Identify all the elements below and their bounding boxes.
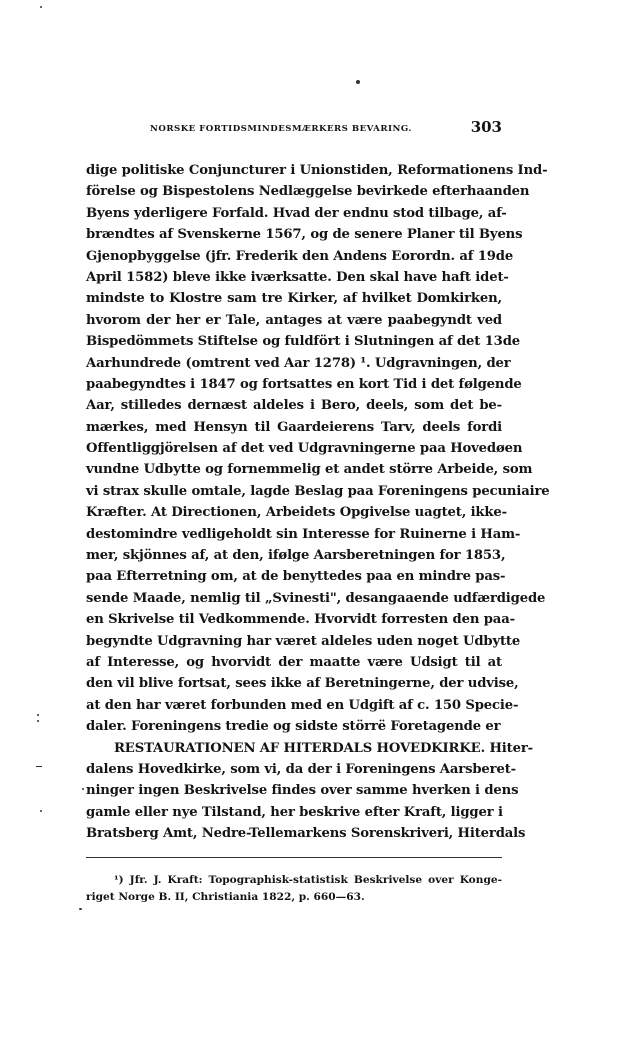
section-heading-line: RESTAURATIONEN AF HITERDALS HOVEDKIRKE. Hiter- — [114, 740, 533, 756]
page-number: 303 — [470, 118, 502, 136]
text-line: mindste to Klostre sam tre Kirker, af hvilket Domkirken, — [86, 291, 502, 307]
text-line: mærkes, med Hensyn til Gaardeierens Tarv, deels fordi — [86, 419, 502, 435]
text-line: Offentliggjörelsen af det ved Udgravningerne paa Hovedøen — [86, 441, 523, 457]
text-line: dige politiske Conjuncturer i Unionstiden, Reformationens Ind- — [86, 163, 548, 178]
text-line: sende Maade, nemlig til „Svinesti", desangaaende udfærdigede — [86, 590, 546, 606]
text-line: vundne Udbytte og fornemmelig et andet större Arbeide, som — [86, 462, 533, 478]
text-line: förelse og Bispestolens Nedlæggelse bevirkede efterhaanden — [86, 184, 530, 200]
ink-speck — [37, 714, 39, 716]
text-line: daler. Foreningens tredie og sidste störrë Foretagende er — [86, 719, 501, 735]
page-header — [86, 118, 502, 138]
footnote-line: riget Norge B. II, Christiania 1822, p. 660—63. — [86, 890, 365, 903]
text-line: April 1582) bleve ikke iværksatte. Den skal have haft idet- — [86, 269, 509, 285]
ink-speck — [36, 766, 42, 767]
footnote — [86, 872, 502, 905]
text-line: Aarhundrede (omtrent ved Aar 1278) ¹. Udgravningen, der — [86, 355, 511, 371]
running-title: NORSKE FORTIDSMINDESMÆRKERS BEVARING. — [150, 124, 412, 134]
text-line: gamle eller nye Tilstand, her beskrive efter Kraft, ligger i — [86, 804, 503, 820]
text-line: paabegyndtes i 1847 og fortsattes en kort Tid i det følgende — [86, 376, 522, 392]
ink-speck — [356, 80, 360, 84]
ink-speck — [40, 6, 42, 8]
footnote-line: ¹) Jfr. J. Kraft: Topographisk-statistisk Beskrivelse over Konge- — [114, 874, 502, 886]
text-line: Byens yderligere Forfald. Hvad der endnu stod tilbage, af- — [86, 205, 507, 221]
text-line: Bispedömmets Stiftelse og fuldfört i Slutningen af det 13de — [86, 334, 521, 350]
text-line: paa Efterretning om, at de benyttedes paa en mindre pas- — [86, 569, 506, 585]
text-line: begyndte Udgravning har været aldeles uden noget Udbytte — [86, 633, 521, 649]
text-line: destomindre vedligeholdt sin Interesse for Ruinerne i Ham- — [86, 526, 521, 542]
body-text — [86, 160, 550, 845]
text-line: dalens Hovedkirke, som vi, da der i Foreningens Aarsberet- — [86, 761, 516, 777]
text-line: hvorom der her er Tale, antages at være paabegyndt ved — [86, 312, 502, 328]
text-line: vi strax skulle omtale, lagde Beslag paa Foreningens pecuniaire — [86, 483, 550, 499]
text-line: Kræfter. At Directionen, Arbeidets Opgivelse uagtet, ikke- — [86, 505, 507, 521]
text-line: at den har været forbunden med en Udgift af c. 150 Specie- — [86, 697, 519, 713]
footnote-rule — [86, 857, 502, 858]
text-line: af Interesse, og hvorvidt der maatte være Udsigt til at — [86, 654, 502, 670]
text-line: Aar, stilledes dernæst aldeles i Bero, deels, som det be- — [86, 398, 502, 414]
text-line: brændtes af Svenskerne 1567, og de senere Planer til Byens — [86, 227, 523, 243]
ink-speck — [40, 810, 42, 812]
ink-speck — [79, 908, 82, 910]
text-line: Gjenopbyggelse (jfr. Frederik den Andens Eorordn. af 19de — [86, 248, 514, 264]
text-line: den vil blive fortsat, sees ikke af Beretningerne, der udvise, — [86, 676, 519, 692]
text-line: en Skrivelse til Vedkommende. Hvorvidt forresten den paa- — [86, 612, 515, 628]
text-line: Bratsberg Amt, Nedre-Tellemarkens Sorenskriveri, Hiterdals — [86, 826, 526, 842]
text-line: mer, skjönnes af, at den, ifølge Aarsberetningen for 1853, — [86, 548, 506, 564]
text-line: ninger ingen Beskrivelse findes over samme hverken i dens — [86, 783, 519, 799]
ink-speck — [37, 720, 39, 722]
ink-speck — [82, 788, 84, 790]
